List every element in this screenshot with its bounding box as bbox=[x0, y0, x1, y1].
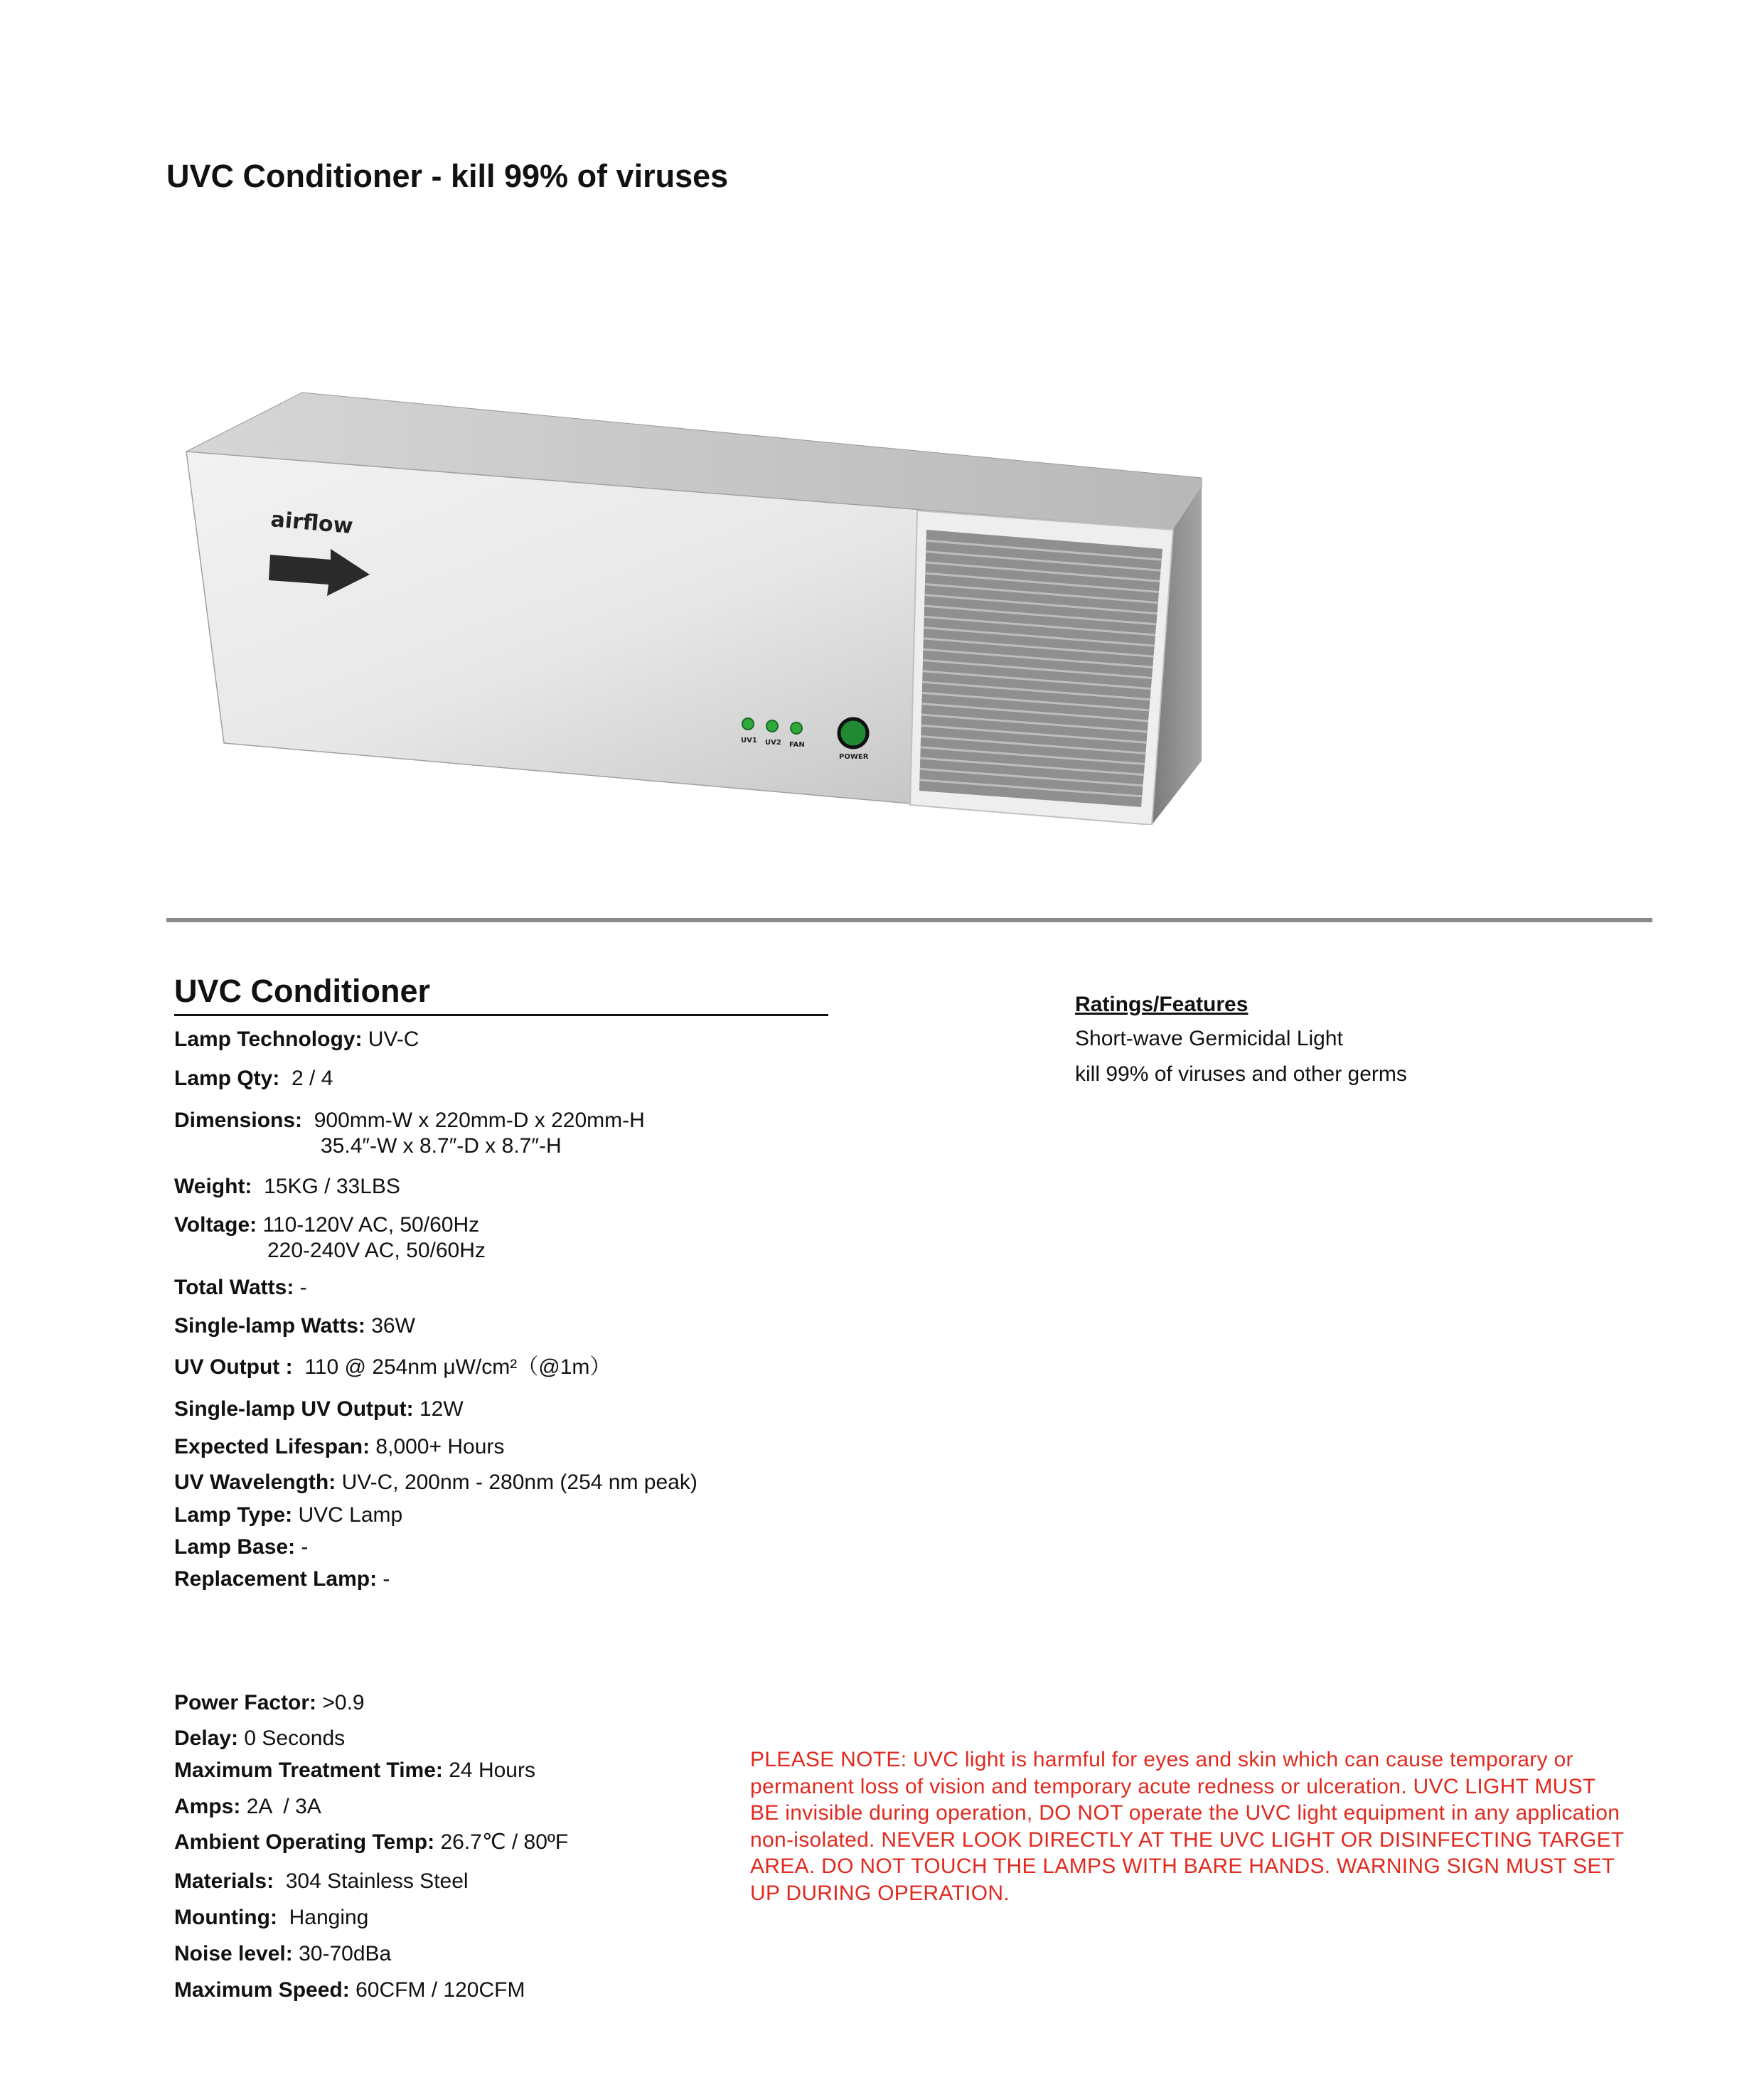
spec-lamp-base: Lamp Base: - bbox=[174, 1535, 309, 1559]
product-image bbox=[178, 384, 1216, 825]
spec-delay: Delay: 0 Seconds bbox=[174, 1727, 346, 1750]
spec-lamp-qty: Lamp Qty: 2 / 4 bbox=[174, 1067, 333, 1090]
feature-item: Short-wave Germicidal Light bbox=[1075, 1027, 1343, 1050]
power-button-icon bbox=[839, 719, 867, 747]
spec-maximum-treatment-time: Maximum Treatment Time: 24 Hours bbox=[174, 1759, 535, 1782]
spec-ambient-operating-temp: Ambient Operating Temp: 26.7℃ / 80ºF bbox=[174, 1830, 569, 1854]
spec-single-lamp-watts: Single-lamp Watts: 36W bbox=[174, 1314, 415, 1338]
spec-single-lamp-uv-output: Single-lamp UV Output: 12W bbox=[174, 1397, 464, 1421]
spec-noise-level: Noise level: 30-70dBa bbox=[174, 1942, 392, 1965]
uv1-led-icon bbox=[742, 718, 754, 730]
section-title-underline bbox=[174, 1014, 828, 1016]
indicator-label-fan: FAN bbox=[789, 741, 805, 749]
spec-dimensions: Dimensions: 900mm-W x 220mm-D x 220mm-H 35.4″-W x 8.7″-D x 8.7″-H bbox=[174, 1109, 645, 1158]
spec-materials: Materials: 304 Stainless Steel bbox=[174, 1869, 469, 1893]
spec-weight: Weight: 15KG / 33LBS bbox=[174, 1175, 400, 1198]
spec-power-factor: Power Factor: >0.9 bbox=[174, 1691, 365, 1714]
spec-expected-lifespan: Expected Lifespan: 8,000+ Hours bbox=[174, 1435, 505, 1458]
spec-replacement-lamp: Replacement Lamp: - bbox=[174, 1567, 390, 1591]
ratings-heading: Ratings/Features bbox=[1075, 993, 1249, 1016]
indicator-label-uv2: UV2 bbox=[765, 739, 781, 747]
spec-maximum-speed: Maximum Speed: 60CFM / 120CFM bbox=[174, 1978, 525, 2002]
spec-amps: Amps: 2A / 3A bbox=[174, 1795, 321, 1818]
airflow-label: airflow bbox=[269, 507, 354, 540]
fan-led-icon bbox=[791, 722, 802, 734]
section-divider bbox=[166, 918, 1652, 922]
spec-uv-wavelength: UV Wavelength: UV-C, 200nm - 280nm (254 nm peak) bbox=[174, 1471, 697, 1494]
indicator-label-uv1: UV1 bbox=[741, 737, 757, 745]
section-title: UVC Conditioner bbox=[174, 973, 430, 1009]
uv2-led-icon bbox=[766, 720, 778, 732]
spec-lamp-technology: Lamp Technology: UV-C bbox=[174, 1028, 419, 1051]
spec-mounting: Mounting: Hanging bbox=[174, 1906, 369, 1929]
safety-warning: PLEASE NOTE: UVC light is harmful for eyes and skin which can cause temporary or permanent loss of vision and temporary acute redness or ulceration. UVC LIGHT MUST BE invisible during operation, DO NOT operate the UVC light equipment in any application non-isolated. NEVER LOOK DIRECTLY AT THE UVC LIGHT OR DISINFECTING TARGET AREA. DO NOT TOUCH THE LAMPS WITH BARE HANDS. WARNING SIGN MUST SET UP DURING OPERATION. bbox=[750, 1748, 1624, 1905]
power-label: POWER bbox=[839, 753, 869, 761]
page-title: UVC Conditioner - kill 99% of viruses bbox=[166, 158, 729, 194]
spec-total-watts: Total Watts: - bbox=[174, 1276, 307, 1299]
spec-voltage: Voltage: 110-120V AC, 50/60Hz 220-240V AC, 50/60Hz bbox=[174, 1213, 486, 1262]
spec-uv-output: UV Output : 110 @ 254nm μW/cm²（@1m） bbox=[174, 1355, 611, 1379]
spec-lamp-type: Lamp Type: UVC Lamp bbox=[174, 1503, 403, 1527]
feature-item: kill 99% of viruses and other germs bbox=[1075, 1062, 1407, 1086]
